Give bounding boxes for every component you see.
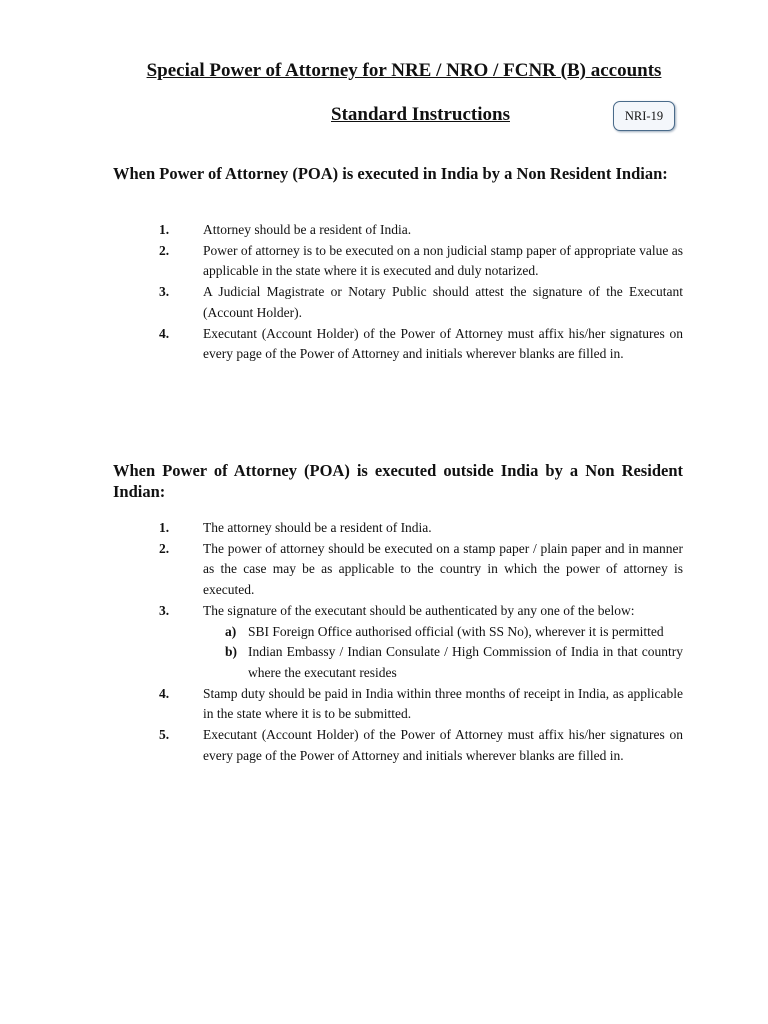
form-code-badge: NRI-19 [613,101,675,131]
item-text: Power of attorney is to be executed on a non judicial stamp paper of appropriate value as applicable in the state where it is executed and duly notarized. [203,242,683,279]
list-item [113,282,683,323]
sub-item-text: SBI Foreign Office authorised official (with SS No), wherever it is permitted [248,623,664,639]
item-number: 5. [159,727,170,743]
item-number: 3. [159,284,170,300]
item-text: Executant (Account Holder) of the Power of Attorney must affix his/her signatures on every page of the Power of Attorney and initials wherever blanks are filled in. [203,325,683,362]
item-text: A Judicial Magistrate or Notary Public should attest the signature of the Executant (Account Holder). [203,284,683,320]
item-number: 3. [159,602,170,618]
document-subtitle: Standard Instructions [331,104,510,125]
list-item [113,518,683,539]
item-number: 4. [159,325,170,341]
item-number: 1. [159,520,170,535]
sub-item-text: Indian Embassy / Indian Consulate / High Commission of India in that country where the executant resides [248,644,683,680]
sub-item-label: b) [225,644,238,660]
list-item [113,220,683,241]
item-text: The signature of the executant should be authenticated by any one of the below: [203,602,635,618]
instruction-list-india [113,220,683,365]
item-number: 4. [159,685,170,701]
sub-list-item [203,622,683,643]
item-number: 2. [159,540,170,556]
item-number: 1. [159,222,170,237]
item-text: Executant (Account Holder) of the Power of Attorney must affix his/her signatures on every page of the Power of Attorney and initials wherever blanks are filled in. [203,727,683,763]
section-heading-india: When Power of Attorney (POA) is executed in India by a Non Resident Indian: [113,164,668,183]
item-text: The power of attorney should be executed on a stamp paper / plain paper and in manner as the case may be as applicable to the country in which the power of attorney is executed. [203,540,683,598]
document-title: Special Power of Attorney for NRE / NRO / FCNR (B) accounts [146,60,662,81]
sub-item-label: a) [225,623,237,639]
section-heading-outside-india: When Power of Attorney (POA) is executed outside India by a Non Resident Indian: [113,461,683,501]
item-number: 2. [159,242,170,258]
instruction-list-outside-india [113,518,683,766]
list-item [113,725,683,766]
sub-list-item [203,642,683,683]
item-text: Attorney should be a resident of India. [203,222,412,237]
list-item [113,601,683,684]
list-item [113,324,683,365]
list-item [113,539,683,601]
item-text: The attorney should be a resident of India. [203,520,432,535]
item-text: Stamp duty should be paid in India within three months of receipt in India, as applicable in the state where it is to be submitted. [203,685,683,722]
list-item [113,241,683,282]
list-item [113,684,683,725]
